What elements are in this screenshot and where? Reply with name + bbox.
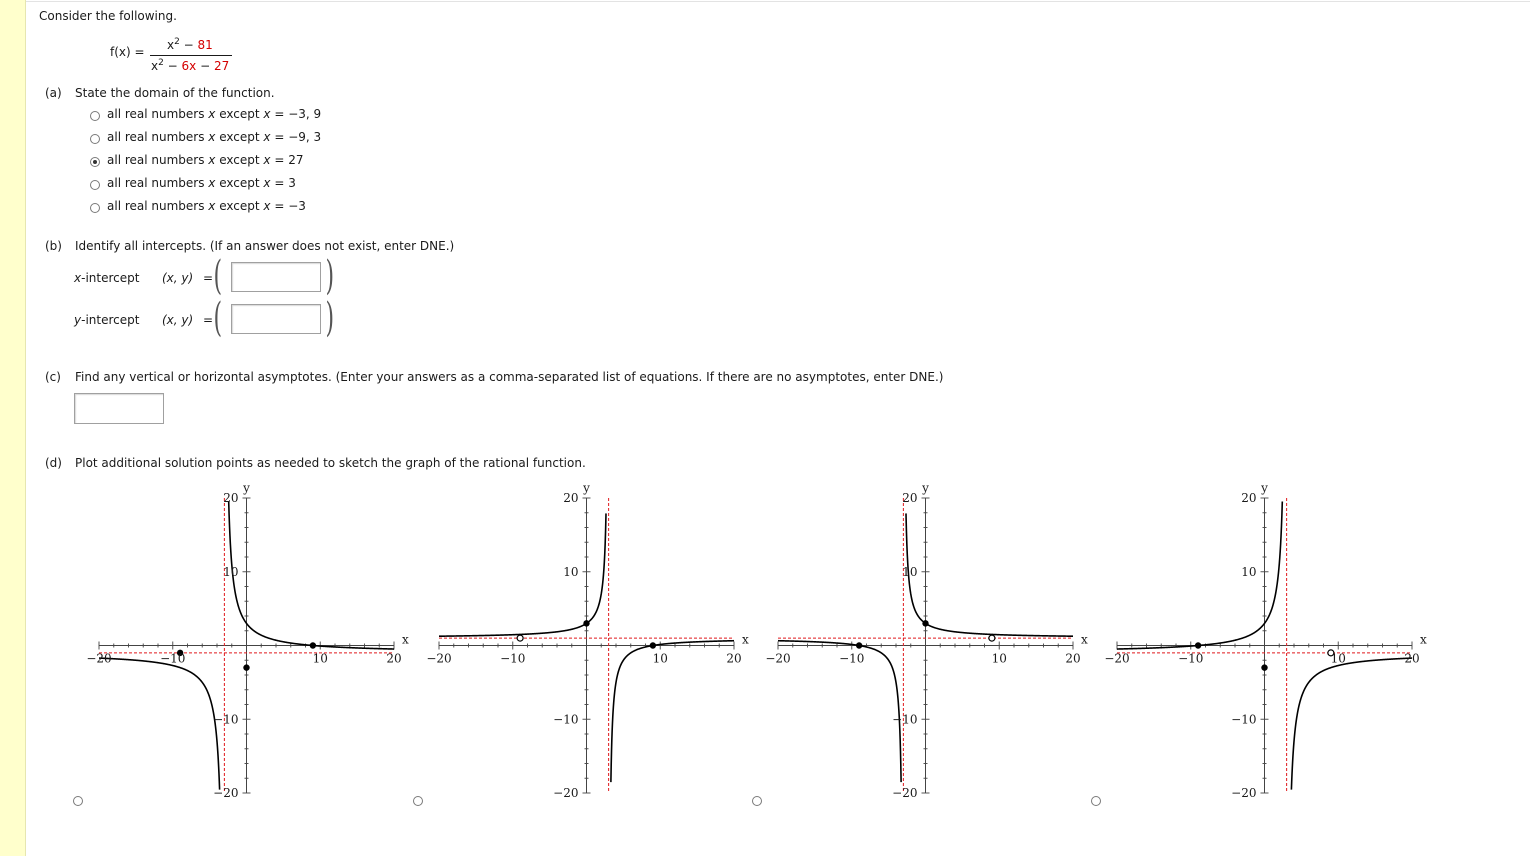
- x-tick-label: −20: [765, 651, 791, 666]
- open-point: [517, 635, 523, 641]
- y-tick-label: −20: [213, 786, 239, 800]
- x-tick-label: 10: [652, 651, 668, 666]
- part-a-prompt: State the domain of the function.: [75, 86, 275, 100]
- closed-point: [310, 642, 316, 648]
- x-tick-label: 10: [1330, 651, 1346, 666]
- domain-option-3-label: all real numbers x except x = 27: [107, 153, 304, 167]
- x-tick-label: −10: [160, 651, 186, 666]
- x-open-paren: (: [213, 253, 223, 299]
- curve-right-branch: [1291, 658, 1412, 790]
- curve-left-branch: [439, 513, 606, 636]
- domain-option-1-label: all real numbers x except x = −3, 9: [107, 107, 322, 121]
- y-axis-label: y: [243, 481, 250, 495]
- domain-option-2-radio[interactable]: [90, 134, 100, 144]
- x-tick-label: −10: [1178, 651, 1204, 666]
- closed-point: [583, 620, 589, 626]
- x-intercept-equals: =: [203, 271, 214, 285]
- y-intercept-input[interactable]: [231, 304, 321, 334]
- x-tick-label: 20: [726, 651, 742, 666]
- curve-right-branch: [611, 641, 734, 782]
- y-tick-label: −10: [1231, 712, 1257, 727]
- asymptotes-input[interactable]: [74, 393, 164, 424]
- y-tick-label: 10: [563, 564, 579, 579]
- y-tick-label: 20: [223, 491, 239, 505]
- x-tick-label: −20: [1104, 651, 1130, 666]
- graph-option-3-radio[interactable]: [752, 796, 762, 806]
- curve-right-branch: [229, 502, 394, 650]
- x-tick-label: −10: [839, 651, 865, 666]
- function-numerator: $x^2 - 81$: [167, 37, 213, 52]
- graph-option-1-radio[interactable]: [73, 796, 83, 806]
- x-tick-label: 20: [1065, 651, 1081, 666]
- y-open-paren: (: [213, 295, 223, 341]
- y-tick-label: −10: [892, 712, 918, 727]
- fraction-bar: [150, 55, 232, 56]
- graph-option-3: [758, 478, 1103, 808]
- part-a-label: (a): [45, 86, 62, 100]
- left-highlight-bar: [0, 0, 26, 856]
- y-intercept-pair-label: (x, y): [162, 313, 194, 327]
- y-intercept-equals: =: [203, 313, 214, 327]
- function-name: f(x) =: [110, 45, 145, 59]
- domain-option-3-radio[interactable]: [90, 157, 100, 167]
- y-tick-label: −10: [553, 712, 579, 727]
- x-tick-label: −20: [86, 651, 112, 666]
- curve-right-branch: [906, 513, 1073, 636]
- open-point: [989, 635, 995, 641]
- closed-point: [922, 620, 928, 626]
- domain-option-5-radio[interactable]: [90, 203, 100, 213]
- graph-option-1: [79, 478, 424, 808]
- graph-option-2: [419, 478, 764, 808]
- part-d-prompt: Plot additional solution points as needed to sketch the graph of the rational function.: [75, 456, 586, 470]
- y-intercept-label: y-intercept: [74, 313, 140, 327]
- domain-option-4-radio[interactable]: [90, 180, 100, 190]
- y-tick-label: −20: [1231, 786, 1257, 800]
- closed-point: [1261, 664, 1267, 670]
- part-c-prompt: Find any vertical or horizontal asymptotes. (Enter your answers as a comma-separated list of equations. If there are no asymptotes, enter DNE.): [75, 370, 944, 384]
- graph-option-2-radio[interactable]: [413, 796, 423, 806]
- x-axis-label: x: [742, 632, 749, 647]
- x-close-paren: ): [325, 253, 335, 299]
- top-divider: [26, 1, 1530, 2]
- x-tick-label: 20: [386, 651, 402, 666]
- domain-option-5-label: all real numbers x except x = −3: [107, 199, 306, 213]
- x-tick-label: 10: [991, 651, 1007, 666]
- graph-option-4: [1097, 478, 1442, 808]
- y-tick-label: −20: [553, 786, 579, 800]
- x-axis-label: x: [1420, 632, 1427, 647]
- x-tick-label: −20: [426, 651, 452, 666]
- domain-option-1-radio[interactable]: [90, 111, 100, 121]
- part-b-prompt: Identify all intercepts. (If an answer does not exist, enter DNE.): [75, 239, 455, 253]
- y-tick-label: 10: [1241, 564, 1257, 579]
- domain-option-2-label: all real numbers x except x = −9, 3: [107, 130, 322, 144]
- y-axis-label: y: [583, 481, 590, 495]
- y-tick-label: 20: [902, 491, 918, 505]
- y-axis-label: y: [1261, 481, 1268, 495]
- x-intercept-input[interactable]: [231, 262, 321, 292]
- y-tick-label: 10: [902, 564, 918, 579]
- x-axis-label: x: [1081, 632, 1088, 647]
- closed-point: [650, 642, 656, 648]
- x-tick-label: −10: [500, 651, 526, 666]
- part-c-label: (c): [45, 370, 61, 384]
- x-intercept-pair-label: (x, y): [162, 271, 194, 285]
- x-tick-label: 20: [1404, 651, 1420, 666]
- y-axis-label: y: [922, 481, 929, 495]
- closed-point: [1195, 642, 1201, 648]
- function-denominator: $x^2 - 6x - 27$: [151, 58, 230, 73]
- x-tick-label: 10: [312, 651, 328, 666]
- graph-option-4-radio[interactable]: [1091, 796, 1101, 806]
- y-tick-label: −10: [213, 712, 239, 727]
- y-close-paren: ): [325, 295, 335, 341]
- y-tick-label: 10: [223, 564, 239, 579]
- part-d-label: (d): [45, 456, 62, 470]
- closed-point: [856, 642, 862, 648]
- domain-option-4-label: all real numbers x except x = 3: [107, 176, 296, 190]
- y-tick-label: −20: [892, 786, 918, 800]
- curve-left-branch: [1117, 502, 1282, 650]
- part-b-label: (b): [45, 239, 62, 253]
- intro-text: Consider the following.: [39, 9, 177, 23]
- x-intercept-label: x-intercept: [74, 271, 140, 285]
- y-tick-label: 20: [1241, 491, 1257, 505]
- y-tick-label: 20: [563, 491, 579, 505]
- curve-left-branch: [99, 658, 220, 790]
- closed-point: [243, 664, 249, 670]
- x-axis-label: x: [402, 632, 409, 647]
